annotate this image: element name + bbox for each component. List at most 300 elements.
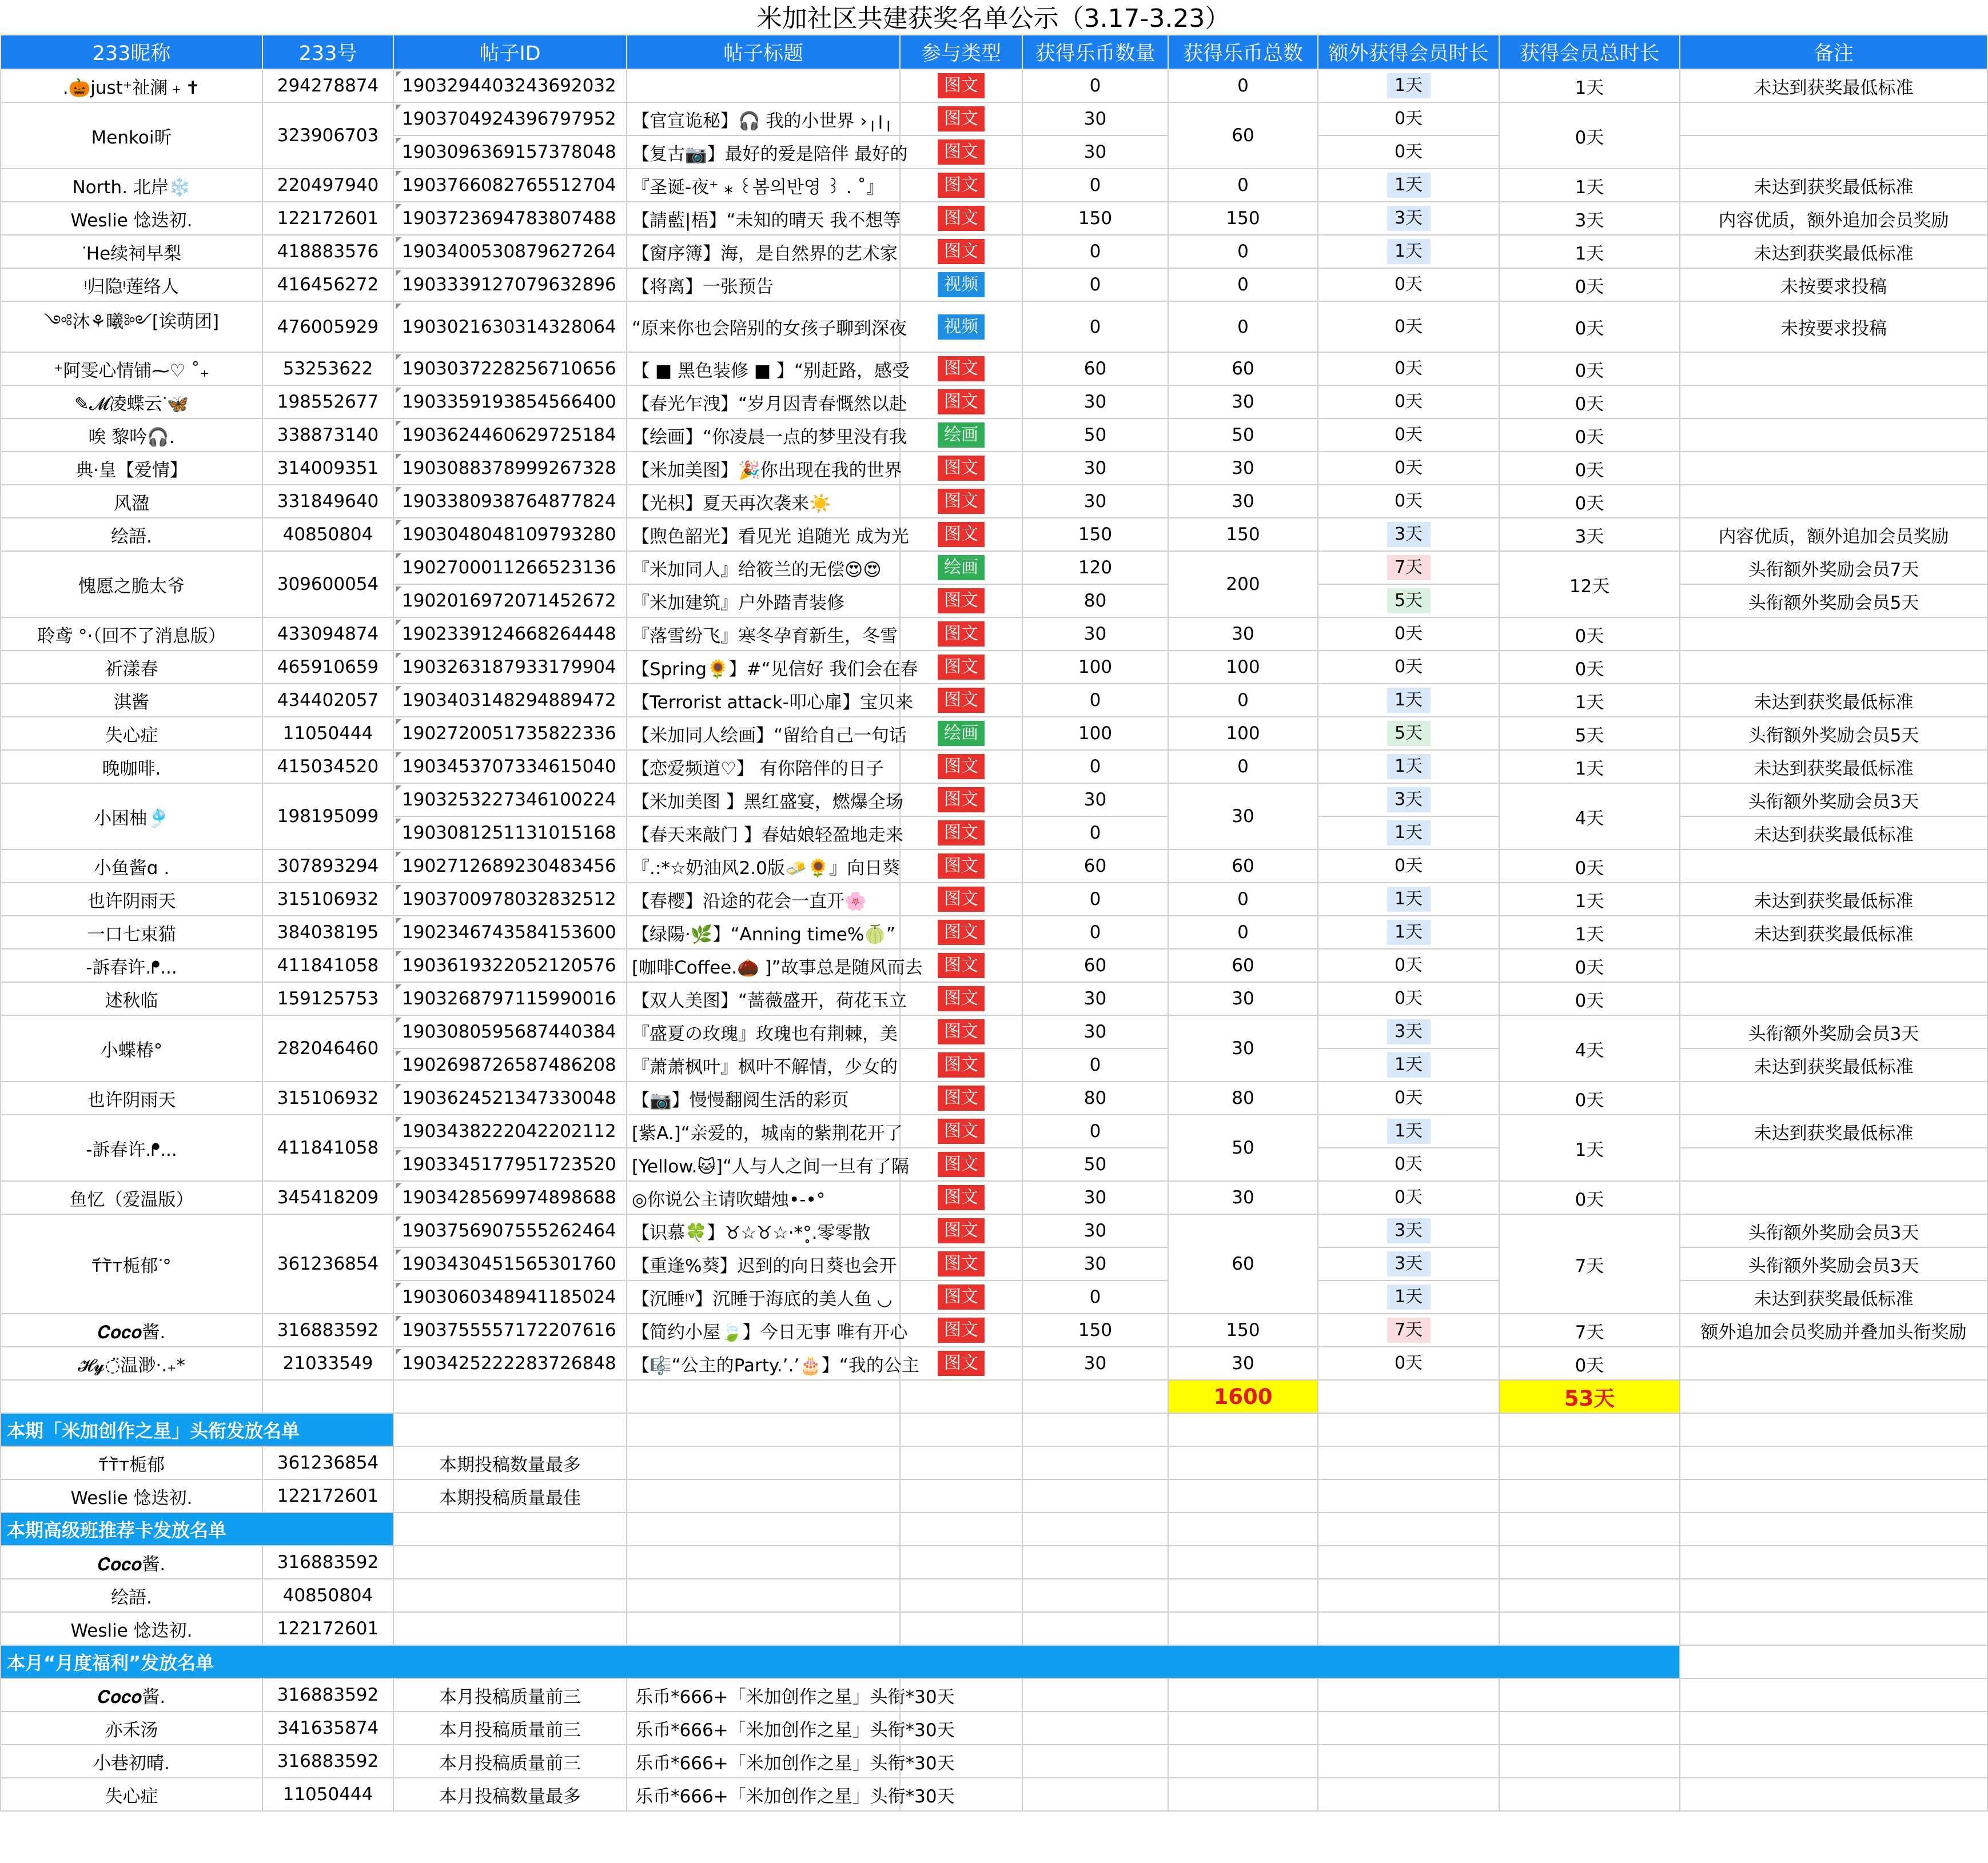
extra-member-cell (1318, 69, 1499, 102)
post-title-cell: 【春光乍洩】“岁月因青春慨然以赴 (627, 385, 900, 418)
member-total-cell: 0天 (1499, 982, 1680, 1015)
nickname-cell: 也许阴雨天 (1, 883, 262, 916)
empty-cell (1680, 1645, 1987, 1678)
empty-cell (1168, 1678, 1318, 1712)
type-cell (900, 418, 1022, 452)
empty-cell (1499, 1446, 1680, 1479)
post-title-cell: 【米加美图 】黑红盛宴，燃爆全场 (627, 783, 900, 816)
post-id-cell: 1903425222283726848 (393, 1347, 627, 1380)
member-total-cell: 3天 (1499, 518, 1680, 551)
extra-member-cell (1318, 949, 1499, 982)
empty-cell (627, 1380, 900, 1413)
post-title-cell: 【Terrorist attack-叩心扉】宝贝来 (627, 684, 900, 717)
uid-cell: 341635874 (262, 1712, 393, 1745)
member-total-cell: 0天 (1499, 452, 1680, 485)
coins-cell: 30 (1022, 1347, 1168, 1380)
section-row (1, 1678, 1987, 1712)
coins-cell: 0 (1022, 1280, 1168, 1314)
type-tag: 图文 (938, 1119, 985, 1144)
type-tag: 图文 (938, 489, 985, 514)
coins-total-cell: 30 (1168, 1015, 1318, 1082)
note-cell (1680, 982, 1987, 1015)
empty-cell (262, 1380, 393, 1413)
post-id-cell: 1902016972071452672 (393, 584, 627, 617)
coins-total-cell: 60 (1168, 949, 1318, 982)
post-title-cell: 【识慕🍀】♉☆♉☆·*°̥.零零散 (627, 1214, 900, 1247)
table-row (1, 385, 1987, 418)
member-badge: 1天 (1387, 688, 1431, 713)
nickname-cell: 也许阴雨天 (1, 1082, 262, 1115)
coins-cell: 120 (1022, 551, 1168, 584)
nickname-cell: 绘語. (1, 1579, 262, 1612)
coins-total-cell: 0 (1168, 916, 1318, 949)
totals-row (1, 1380, 1987, 1413)
type-tag: 图文 (938, 887, 985, 912)
empty-cell (1022, 1413, 1168, 1446)
member-total-cell: 0天 (1499, 268, 1680, 301)
nickname-cell: .🎃just⁺祉澜﹢✝ (1, 69, 262, 102)
reason-cell (393, 1579, 627, 1612)
nickname-cell: 小困柚🎐 (1, 783, 262, 849)
nickname-cell: 述秋临 (1, 982, 262, 1015)
uid-cell: 418883576 (262, 235, 393, 268)
uid-cell: 159125753 (262, 982, 393, 1015)
type-tag: 图文 (938, 754, 985, 779)
empty-cell (1022, 1745, 1168, 1778)
extra-member-cell (1318, 169, 1499, 202)
note-cell: 头衔额外奖励会员3天 (1680, 1247, 1987, 1280)
note-cell (1680, 1181, 1987, 1214)
empty-cell (1680, 1579, 1987, 1612)
section-row (1, 1778, 1987, 1811)
type-tag: 图文 (938, 920, 985, 945)
member-badge: 3天 (1387, 522, 1431, 547)
post-title-cell: 【光枳】夏天再次袭来☀️ (627, 485, 900, 518)
member-badge: 0天 (1394, 1088, 1423, 1108)
type-cell (900, 268, 1022, 301)
nickname-cell: ᴛ᷄ᴛ᷅ᴛ栀郁 (1, 1446, 262, 1479)
note-cell: 未按要求投稿 (1680, 268, 1987, 301)
coins-cell: 150 (1022, 1314, 1168, 1347)
nickname-cell: 一口七束猫 (1, 916, 262, 949)
uid-cell: 11050444 (262, 717, 393, 750)
note-cell: 头衔额外奖励会员5天 (1680, 717, 1987, 750)
uid-cell: 294278874 (262, 69, 393, 102)
extra-member-cell (1318, 684, 1499, 717)
type-tag: 图文 (938, 953, 985, 978)
empty-cell (1318, 1479, 1499, 1513)
empty-cell (900, 1479, 1022, 1513)
uid-cell: 307893294 (262, 849, 393, 883)
extra-member-cell (1318, 235, 1499, 268)
type-cell (900, 1280, 1022, 1314)
post-id-cell: 1903403148294889472 (393, 684, 627, 717)
coins-cell: 0 (1022, 883, 1168, 916)
type-tag: 图文 (938, 522, 985, 547)
uid-cell: 40850804 (262, 1579, 393, 1612)
coins-cell: 30 (1022, 102, 1168, 135)
table-row (1, 352, 1987, 385)
post-id-cell: 1903096369157378048 (393, 135, 627, 169)
extra-member-cell (1318, 452, 1499, 485)
section-row (1, 1579, 1987, 1612)
empty-cell (1168, 1612, 1318, 1645)
member-total-cell: 0天 (1499, 102, 1680, 169)
empty-cell (900, 1380, 1022, 1413)
note-cell (1680, 102, 1987, 135)
nickname-cell: Weslie 惗迭初. (1, 1479, 262, 1513)
member-total-cell: 0天 (1499, 418, 1680, 452)
post-id-cell: 1902720051735822336 (393, 717, 627, 750)
note-cell: 内容优质，额外追加会员奖励 (1680, 202, 1987, 235)
uid-cell: 323906703 (262, 102, 393, 169)
empty-cell (1022, 1579, 1168, 1612)
uid-cell: 331849640 (262, 485, 393, 518)
table-row (1, 1214, 1987, 1247)
type-tag: 图文 (938, 173, 985, 198)
member-badge: 0天 (1394, 1154, 1423, 1174)
empty-cell (1499, 1612, 1680, 1645)
table-row (1, 235, 1987, 268)
coins-total-cell: 30 (1168, 1181, 1318, 1214)
coins-total-cell: 0 (1168, 301, 1318, 352)
uid-cell: 220497940 (262, 169, 393, 202)
type-tag: 图文 (938, 139, 985, 165)
extra-member-cell (1318, 301, 1499, 352)
extra-member-cell (1318, 551, 1499, 584)
note-cell: 未达到获奖最低标准 (1680, 916, 1987, 949)
column-header: 获得乐币数量 (1022, 35, 1168, 69)
coins-cell: 60 (1022, 352, 1168, 385)
note-cell: 未达到获奖最低标准 (1680, 69, 1987, 102)
type-cell (900, 783, 1022, 816)
member-badge: 3天 (1387, 787, 1431, 812)
type-cell (900, 1314, 1022, 1347)
post-id-cell: 1903263187933179904 (393, 651, 627, 684)
member-total-cell: 7天 (1499, 1214, 1680, 1314)
type-tag: 图文 (938, 239, 985, 264)
extra-member-cell (1318, 883, 1499, 916)
member-total-cell: 0天 (1499, 385, 1680, 418)
nickname-cell: -訴春许.ᖰ... (1, 1115, 262, 1181)
note-cell: 未达到获奖最低标准 (1680, 1280, 1987, 1314)
type-cell (900, 684, 1022, 717)
table-row (1, 1015, 1987, 1048)
empty-cell (1499, 1546, 1680, 1579)
note-cell: 额外追加会员奖励并叠加头衔奖励 (1680, 1314, 1987, 1347)
post-id-cell: 1903453707334615040 (393, 750, 627, 783)
empty-cell (1499, 1479, 1680, 1513)
post-title-cell: 『.:*☆奶油风2.0版🧈🌻』向日葵 (627, 849, 900, 883)
post-id-cell: 1903380938764877824 (393, 485, 627, 518)
empty-cell (1318, 1579, 1499, 1612)
note-cell: 未达到获奖最低标准 (1680, 883, 1987, 916)
table-row (1, 849, 1987, 883)
empty-cell (1022, 1513, 1168, 1546)
type-cell (900, 385, 1022, 418)
uid-cell: 316883592 (262, 1314, 393, 1347)
uid-cell: 338873140 (262, 418, 393, 452)
coins-cell: 60 (1022, 849, 1168, 883)
coins-cell: 60 (1022, 949, 1168, 982)
member-badge: 1天 (1387, 1119, 1431, 1144)
type-tag: 绘画 (938, 721, 985, 746)
reason-cell: 本月投稿数量最多 (393, 1778, 627, 1811)
empty-cell (900, 1612, 1022, 1645)
nickname-cell: 绘語. (1, 518, 262, 551)
coins-total-cell: 30 (1168, 982, 1318, 1015)
coins-cell: 50 (1022, 418, 1168, 452)
extra-member-cell (1318, 982, 1499, 1015)
type-cell (900, 452, 1022, 485)
uid-cell: 361236854 (262, 1446, 393, 1479)
type-tag: 图文 (938, 1052, 985, 1078)
type-cell (900, 982, 1022, 1015)
uid-cell: 315106932 (262, 883, 393, 916)
reason-cell: 本月投稿质量前三 (393, 1678, 627, 1712)
column-header: 233号 (262, 35, 393, 69)
nickname-cell: 𝑪𝒐𝒄𝒐酱. (1, 1678, 262, 1712)
member-total-cell: 0天 (1499, 849, 1680, 883)
note-cell: 未达到获奖最低标准 (1680, 1048, 1987, 1082)
extra-member-cell (1318, 1347, 1499, 1380)
type-cell (900, 551, 1022, 584)
section-row (1, 1546, 1987, 1579)
award-table (0, 34, 1988, 1812)
empty-cell (1022, 1446, 1168, 1479)
extra-member-cell (1318, 849, 1499, 883)
column-header: 233昵称 (1, 35, 262, 69)
nickname-cell: -訴春许.ᖰ... (1, 949, 262, 982)
uid-cell: 315106932 (262, 1082, 393, 1115)
post-id-cell: 1903294403243692032 (393, 69, 627, 102)
member-total-cell: 7天 (1499, 1314, 1680, 1347)
empty-cell (1680, 1513, 1987, 1546)
empty-cell (1022, 1546, 1168, 1579)
empty-cell (1499, 1513, 1680, 1546)
post-title-cell: 『盛夏の玫瑰』玫瑰也有荆棘，美 (627, 1015, 900, 1048)
table-row (1, 1115, 1987, 1148)
uid-cell: 11050444 (262, 1778, 393, 1811)
coins-total-cell: 150 (1168, 518, 1318, 551)
empty-cell (1680, 1546, 1987, 1579)
reason-cell (393, 1546, 627, 1579)
coins-cell: 30 (1022, 1015, 1168, 1048)
coins-total-cell: 200 (1168, 551, 1318, 617)
empty-cell (1680, 1612, 1987, 1645)
coins-total-cell: 0 (1168, 750, 1318, 783)
member-badge: 0天 (1394, 1353, 1423, 1373)
uid-cell: 316883592 (262, 1546, 393, 1579)
type-tag: 图文 (938, 621, 985, 647)
type-tag: 图文 (938, 1019, 985, 1044)
type-cell (900, 485, 1022, 518)
coins-cell: 30 (1022, 135, 1168, 169)
note-cell (1680, 452, 1987, 485)
type-tag: 图文 (938, 1284, 985, 1310)
post-title-cell: 【🎼“公主的Party.’.’🎂】“我的公主 (627, 1347, 900, 1380)
extra-member-cell (1318, 1148, 1499, 1181)
type-tag: 图文 (938, 1218, 985, 1243)
nickname-cell: 失心症 (1, 1778, 262, 1811)
coins-cell: 0 (1022, 301, 1168, 352)
nickname-cell: Menkoi昕 (1, 102, 262, 169)
section-row (1, 1446, 1987, 1479)
table-row (1, 69, 1987, 102)
member-total-cell: 4天 (1499, 783, 1680, 849)
post-id-cell: 1902698726587486208 (393, 1048, 627, 1082)
member-total-cell: 0天 (1499, 485, 1680, 518)
extra-member-cell (1318, 617, 1499, 651)
member-badge: 5天 (1387, 588, 1431, 613)
table-row (1, 551, 1987, 584)
member-badge: 7天 (1387, 555, 1431, 580)
coins-cell: 30 (1022, 617, 1168, 651)
type-cell (900, 849, 1022, 883)
uid-cell: 434402057 (262, 684, 393, 717)
post-title-cell: 【绿陽·🌿】“Anning time%🍈” (627, 916, 900, 949)
post-id-cell: 1902339124668264448 (393, 617, 627, 651)
post-id-cell: 1903253227346100224 (393, 783, 627, 816)
section-header-row (1, 1645, 1987, 1678)
empty-cell (900, 1413, 1022, 1446)
type-tag: 图文 (938, 1318, 985, 1343)
type-tag: 图文 (938, 206, 985, 231)
type-cell (900, 1247, 1022, 1280)
coins-cell: 0 (1022, 235, 1168, 268)
post-id-cell: 1903723694783807488 (393, 202, 627, 235)
member-badge: 0天 (1394, 491, 1423, 511)
extra-member-cell (1318, 1214, 1499, 1247)
coins-cell: 0 (1022, 169, 1168, 202)
extra-member-cell (1318, 102, 1499, 135)
type-cell (900, 617, 1022, 651)
table-row (1, 717, 1987, 750)
empty-cell (1318, 1745, 1499, 1778)
note-cell: 头衔额外奖励会员3天 (1680, 783, 1987, 816)
column-header: 帖子标题 (627, 35, 900, 69)
post-title-cell: [咖啡Coffee.🌰 ]”故事总是随风而去 (627, 949, 900, 982)
extra-member-cell (1318, 651, 1499, 684)
post-title-cell: 【📷】慢慢翻阅生活的彩页 (627, 1082, 900, 1115)
post-title-cell: 【窗序簿】海，是自然界的艺术家 (627, 235, 900, 268)
empty-cell (627, 1513, 900, 1546)
empty-cell (1318, 1513, 1499, 1546)
extra-member-cell (1318, 268, 1499, 301)
type-cell (900, 169, 1022, 202)
post-id-cell: 1903080595687440384 (393, 1015, 627, 1048)
uid-cell: 465910659 (262, 651, 393, 684)
type-tag: 图文 (938, 356, 985, 381)
nickname-cell: North. 北岸❄️ (1, 169, 262, 202)
post-title-cell: 『圣诞-夜⁺ ⁎ ꒰봄의반영 ꒱ . ˚』 (627, 169, 900, 202)
table-row (1, 883, 1987, 916)
uid-cell: 309600054 (262, 551, 393, 617)
type-tag: 视频 (938, 272, 985, 297)
empty-cell (1499, 1745, 1680, 1778)
post-id-cell: 1903037228256710656 (393, 352, 627, 385)
member-total-cell: 1天 (1499, 750, 1680, 783)
member-total-cell: 1天 (1499, 916, 1680, 949)
member-badge: 3天 (1387, 1251, 1431, 1276)
member-total-cell: 0天 (1499, 352, 1680, 385)
post-id-cell: 1903700978032832512 (393, 883, 627, 916)
coins-cell: 30 (1022, 982, 1168, 1015)
coins-cell: 0 (1022, 1048, 1168, 1082)
post-title-cell: [Yellow.🐱]“人与人之间一旦有了隔 (627, 1148, 900, 1181)
post-id-cell: 1903428569974898688 (393, 1181, 627, 1214)
table-row (1, 1314, 1987, 1347)
column-header: 备注 (1680, 35, 1987, 69)
post-title-cell: 【春樱】沿途的花会一直开🌸 (627, 883, 900, 916)
member-badge: 0天 (1394, 392, 1423, 412)
table-row (1, 982, 1987, 1015)
table-row (1, 783, 1987, 816)
reward-cell: 乐币*666+「米加创作之星」头衔*30天 (627, 1678, 900, 1712)
uid-cell: 316883592 (262, 1678, 393, 1712)
table-row (1, 750, 1987, 783)
note-cell: 未达到获奖最低标准 (1680, 816, 1987, 849)
member-total-cell: 4天 (1499, 1015, 1680, 1082)
table-row (1, 301, 1987, 352)
post-id-cell: 1903438222042202112 (393, 1115, 627, 1148)
post-id-cell: 1903704924396797952 (393, 102, 627, 135)
note-cell: 头衔额外奖励会员7天 (1680, 551, 1987, 584)
post-id-cell: 1903624521347330048 (393, 1082, 627, 1115)
note-cell: 头衔额外奖励会员3天 (1680, 1015, 1987, 1048)
empty-cell (1499, 1778, 1680, 1811)
post-title-cell: 【沉睡ᵎᵞ】沉睡于海底的美人鱼 ◟◞ (627, 1280, 900, 1314)
note-cell (1680, 485, 1987, 518)
reason-cell: 本月投稿质量前三 (393, 1745, 627, 1778)
coins-total-cell: 30 (1168, 485, 1318, 518)
coins-cell: 80 (1022, 1082, 1168, 1115)
uid-cell: 40850804 (262, 518, 393, 551)
member-grand-total: 53天 (1499, 1380, 1680, 1413)
note-cell (1680, 418, 1987, 452)
post-id-cell: 1903430451565301760 (393, 1247, 627, 1280)
member-total-cell: 1天 (1499, 69, 1680, 102)
uid-cell: 314009351 (262, 452, 393, 485)
member-badge: 1天 (1387, 820, 1431, 845)
note-cell (1680, 849, 1987, 883)
type-cell (900, 518, 1022, 551)
type-tag: 绘画 (938, 422, 985, 448)
coins-total-cell: 150 (1168, 202, 1318, 235)
uid-cell: 384038195 (262, 916, 393, 949)
post-title-cell: 【重逢%葵】迟到的向日葵也会开 (627, 1247, 900, 1280)
member-badge: 3天 (1387, 206, 1431, 231)
type-cell (900, 584, 1022, 617)
uid-cell: 476005929 (262, 301, 393, 352)
note-cell: 未达到获奖最低标准 (1680, 169, 1987, 202)
type-cell (900, 135, 1022, 169)
type-cell (900, 750, 1022, 783)
post-id-cell: 1903755557172207616 (393, 1314, 627, 1347)
member-total-cell: 0天 (1499, 949, 1680, 982)
section-row (1, 1712, 1987, 1745)
section-title: 本月“月度福利”发放名单 (1, 1645, 1680, 1678)
nickname-cell: 𝑪𝒐𝒄𝒐酱. (1, 1314, 262, 1347)
empty-cell (1022, 1380, 1168, 1413)
member-badge: 5天 (1387, 721, 1431, 746)
member-badge: 3天 (1387, 1019, 1431, 1044)
coins-cell: 30 (1022, 385, 1168, 418)
member-badge: 0天 (1394, 316, 1423, 337)
section-row (1, 1745, 1987, 1778)
note-cell: 未达到获奖最低标准 (1680, 750, 1987, 783)
type-cell (900, 717, 1022, 750)
